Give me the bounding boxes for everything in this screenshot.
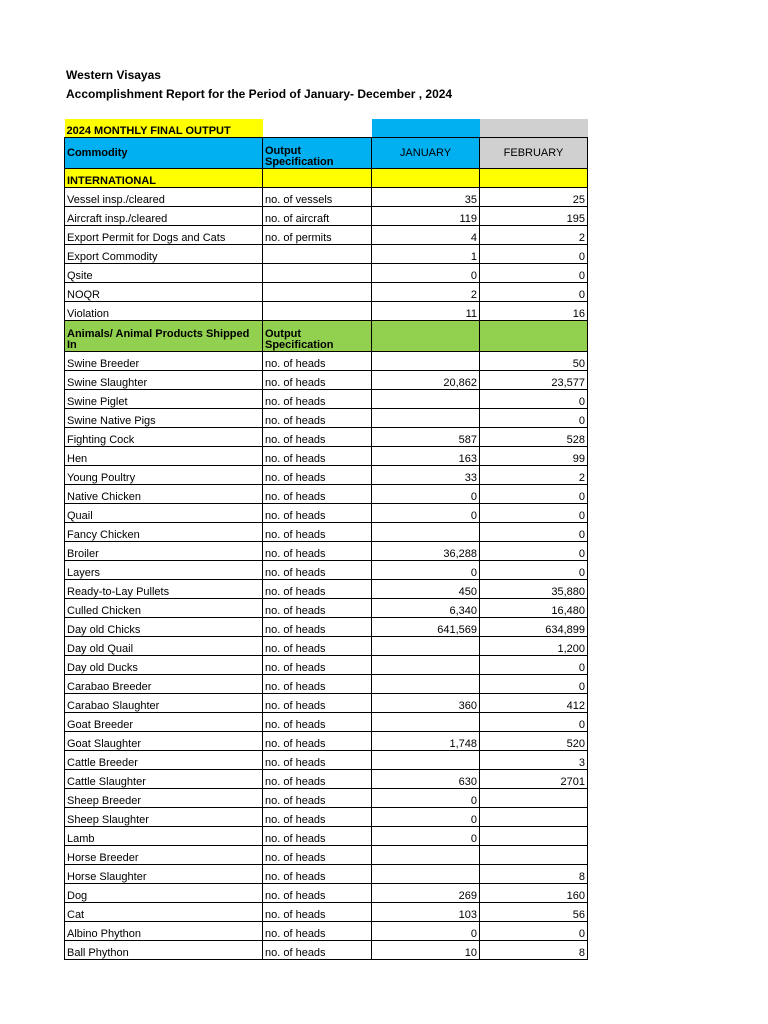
february-value: 520 <box>480 732 588 751</box>
commodity-cell: Quail <box>65 504 263 523</box>
january-value: 20,862 <box>372 371 480 390</box>
commodity-cell: Aircraft insp./cleared <box>65 207 263 226</box>
february-value: 35,880 <box>480 580 588 599</box>
january-value: 0 <box>372 504 480 523</box>
output-spec-cell: no. of heads <box>263 599 372 618</box>
output-spec-cell: no. of aircraft <box>263 207 372 226</box>
january-value: 269 <box>372 884 480 903</box>
section-animals-row <box>65 321 588 352</box>
january-value <box>372 637 480 656</box>
output-spec-cell: no. of heads <box>263 523 372 542</box>
february-value: 0 <box>480 561 588 580</box>
table-row <box>65 675 588 694</box>
february-value: 3 <box>480 751 588 770</box>
commodity-cell: Culled Chicken <box>65 599 263 618</box>
table-row <box>65 618 588 637</box>
output-spec-cell: no. of vessels <box>263 188 372 207</box>
january-value <box>372 390 480 409</box>
january-value <box>372 865 480 884</box>
table-row <box>65 903 588 922</box>
february-value <box>480 846 588 865</box>
january-value: 10 <box>372 941 480 960</box>
output-spec-cell: no. of heads <box>263 637 372 656</box>
output-spec-cell: no. of heads <box>263 542 372 561</box>
february-value: 0 <box>480 504 588 523</box>
section-cell <box>372 169 480 188</box>
table-row <box>65 485 588 504</box>
commodity-cell: Fancy Chicken <box>65 523 263 542</box>
report-table <box>64 119 588 960</box>
table-row <box>65 694 588 713</box>
output-spec-cell <box>263 264 372 283</box>
commodity-cell: Layers <box>65 561 263 580</box>
table-row <box>65 188 588 207</box>
table-top-row <box>65 119 588 138</box>
february-value: 0 <box>480 922 588 941</box>
output-spec-cell: no. of heads <box>263 580 372 599</box>
january-value: 641,569 <box>372 618 480 637</box>
output-spec-cell: no. of heads <box>263 865 372 884</box>
commodity-cell: Horse Breeder <box>65 846 263 865</box>
february-value <box>480 789 588 808</box>
commodity-cell: Fighting Cock <box>65 428 263 447</box>
column-header-row <box>65 138 588 169</box>
january-value: 4 <box>372 226 480 245</box>
table-row <box>65 428 588 447</box>
table-row <box>65 504 588 523</box>
commodity-cell: Sheep Slaughter <box>65 808 263 827</box>
table-row <box>65 884 588 903</box>
grey-header-cell <box>480 119 588 138</box>
january-value: 1 <box>372 245 480 264</box>
january-value <box>372 352 480 371</box>
february-value: 0 <box>480 656 588 675</box>
february-value: 0 <box>480 485 588 504</box>
output-spec-cell: no. of heads <box>263 447 372 466</box>
commodity-cell: Sheep Breeder <box>65 789 263 808</box>
table-row <box>65 371 588 390</box>
section-animals: Animals/ Animal Products Shipped In <box>65 321 263 352</box>
table-row <box>65 656 588 675</box>
february-value: 8 <box>480 941 588 960</box>
commodity-cell: Goat Slaughter <box>65 732 263 751</box>
february-value: 0 <box>480 523 588 542</box>
commodity-cell: Dog <box>65 884 263 903</box>
commodity-cell: Broiler <box>65 542 263 561</box>
table-row <box>65 580 588 599</box>
commodity-cell: Cat <box>65 903 263 922</box>
january-value <box>372 675 480 694</box>
output-spec-cell: no. of heads <box>263 656 372 675</box>
february-value: 16 <box>480 302 588 321</box>
output-spec-cell: no. of heads <box>263 846 372 865</box>
table-row <box>65 447 588 466</box>
table-row <box>65 302 588 321</box>
table-row <box>65 523 588 542</box>
february-value: 56 <box>480 903 588 922</box>
output-spec-cell: no. of heads <box>263 371 372 390</box>
commodity-cell: Carabao Breeder <box>65 675 263 694</box>
section-international: INTERNATIONAL <box>65 169 263 188</box>
february-value: 0 <box>480 675 588 694</box>
february-value: 0 <box>480 390 588 409</box>
output-spec-cell <box>263 283 372 302</box>
table-row <box>65 352 588 371</box>
table-row <box>65 865 588 884</box>
output-spec-cell: no. of permits <box>263 226 372 245</box>
january-value: 587 <box>372 428 480 447</box>
col-output-spec: Output Specification <box>263 138 372 169</box>
january-value: 630 <box>372 770 480 789</box>
output-spec-cell <box>263 302 372 321</box>
commodity-cell: Vessel insp./cleared <box>65 188 263 207</box>
table-row <box>65 827 588 846</box>
output-spec-cell: no. of heads <box>263 903 372 922</box>
commodity-cell: Cattle Breeder <box>65 751 263 770</box>
output-spec-cell: no. of heads <box>263 941 372 960</box>
february-value: 2 <box>480 466 588 485</box>
table-row <box>65 941 588 960</box>
january-value: 0 <box>372 485 480 504</box>
table-row <box>65 207 588 226</box>
february-value: 99 <box>480 447 588 466</box>
january-value: 103 <box>372 903 480 922</box>
section-cell <box>480 321 588 352</box>
february-value: 0 <box>480 245 588 264</box>
january-value: 11 <box>372 302 480 321</box>
january-value <box>372 751 480 770</box>
february-value: 634,899 <box>480 618 588 637</box>
output-spec-cell: no. of heads <box>263 504 372 523</box>
february-value: 50 <box>480 352 588 371</box>
table-row <box>65 713 588 732</box>
table-row <box>65 409 588 428</box>
february-value: 0 <box>480 542 588 561</box>
output-spec-cell: no. of heads <box>263 409 372 428</box>
january-value: 119 <box>372 207 480 226</box>
table-row <box>65 770 588 789</box>
february-value: 160 <box>480 884 588 903</box>
february-value: 23,577 <box>480 371 588 390</box>
january-value: 0 <box>372 808 480 827</box>
january-value: 33 <box>372 466 480 485</box>
commodity-cell: Lamb <box>65 827 263 846</box>
col-february: FEBRUARY <box>480 138 588 169</box>
section-animals-spec: Output Specification <box>263 321 372 352</box>
commodity-cell: Swine Piglet <box>65 390 263 409</box>
table-row <box>65 542 588 561</box>
commodity-cell: Young Poultry <box>65 466 263 485</box>
section-cell <box>372 321 480 352</box>
january-value: 2 <box>372 283 480 302</box>
table-row <box>65 922 588 941</box>
january-value: 0 <box>372 264 480 283</box>
col-january: JANUARY <box>372 138 480 169</box>
commodity-cell: Native Chicken <box>65 485 263 504</box>
output-spec-cell: no. of heads <box>263 675 372 694</box>
february-value <box>480 827 588 846</box>
output-spec-cell: no. of heads <box>263 808 372 827</box>
region-title: Western Visayas <box>66 68 161 82</box>
january-value: 0 <box>372 789 480 808</box>
commodity-cell: Export Commodity <box>65 245 263 264</box>
output-spec-cell: no. of heads <box>263 618 372 637</box>
commodity-cell: Swine Breeder <box>65 352 263 371</box>
report-header <box>66 66 452 104</box>
january-value: 36,288 <box>372 542 480 561</box>
commodity-cell: NOQR <box>65 283 263 302</box>
commodity-cell: Carabao Slaughter <box>65 694 263 713</box>
january-value: 450 <box>372 580 480 599</box>
output-spec-cell: no. of heads <box>263 751 372 770</box>
february-value <box>480 808 588 827</box>
monthly-output-label: 2024 MONTHLY FINAL OUTPUT <box>65 119 263 138</box>
january-value <box>372 409 480 428</box>
blue-header-cell <box>372 119 480 138</box>
output-spec-cell: no. of heads <box>263 770 372 789</box>
january-value <box>372 713 480 732</box>
january-value: 6,340 <box>372 599 480 618</box>
january-value <box>372 846 480 865</box>
output-spec-cell: no. of heads <box>263 713 372 732</box>
february-value: 412 <box>480 694 588 713</box>
commodity-cell: Export Permit for Dogs and Cats <box>65 226 263 245</box>
commodity-cell: Albino Phython <box>65 922 263 941</box>
commodity-cell: Swine Slaughter <box>65 371 263 390</box>
output-spec-cell: no. of heads <box>263 352 372 371</box>
col-commodity: Commodity <box>65 138 263 169</box>
report-title: Accomplishment Report for the Period of January- December , 2024 <box>66 87 453 101</box>
output-spec-cell: no. of heads <box>263 485 372 504</box>
commodity-cell: Violation <box>65 302 263 321</box>
february-value: 195 <box>480 207 588 226</box>
output-spec-cell: no. of heads <box>263 789 372 808</box>
january-value: 360 <box>372 694 480 713</box>
commodity-cell: Ready-to-Lay Pullets <box>65 580 263 599</box>
output-spec-cell: no. of heads <box>263 732 372 751</box>
commodity-cell: Day old Quail <box>65 637 263 656</box>
commodity-cell: Ball Phython <box>65 941 263 960</box>
february-value: 0 <box>480 264 588 283</box>
january-value <box>372 523 480 542</box>
table-row <box>65 390 588 409</box>
commodity-cell: Horse Slaughter <box>65 865 263 884</box>
commodity-cell: Cattle Slaughter <box>65 770 263 789</box>
commodity-cell: Day old Ducks <box>65 656 263 675</box>
table-row <box>65 245 588 264</box>
table-row <box>65 226 588 245</box>
february-value: 16,480 <box>480 599 588 618</box>
table-row <box>65 283 588 302</box>
february-value: 528 <box>480 428 588 447</box>
output-spec-cell <box>263 245 372 264</box>
output-spec-cell: no. of heads <box>263 428 372 447</box>
february-value: 25 <box>480 188 588 207</box>
table-row <box>65 561 588 580</box>
commodity-cell: Qsite <box>65 264 263 283</box>
january-value: 163 <box>372 447 480 466</box>
january-value: 1,748 <box>372 732 480 751</box>
output-spec-cell: no. of heads <box>263 694 372 713</box>
table-row <box>65 808 588 827</box>
february-value: 2701 <box>480 770 588 789</box>
table-row <box>65 264 588 283</box>
february-value: 0 <box>480 283 588 302</box>
commodity-cell: Goat Breeder <box>65 713 263 732</box>
february-value: 2 <box>480 226 588 245</box>
january-value: 35 <box>372 188 480 207</box>
january-value <box>372 656 480 675</box>
section-international-row <box>65 169 588 188</box>
february-value: 0 <box>480 713 588 732</box>
output-spec-cell: no. of heads <box>263 884 372 903</box>
output-spec-cell: no. of heads <box>263 561 372 580</box>
blank-cell <box>263 119 372 138</box>
output-spec-cell: no. of heads <box>263 390 372 409</box>
section-cell <box>263 169 372 188</box>
table-row <box>65 466 588 485</box>
output-spec-cell: no. of heads <box>263 466 372 485</box>
commodity-cell: Hen <box>65 447 263 466</box>
output-spec-cell: no. of heads <box>263 827 372 846</box>
february-value: 8 <box>480 865 588 884</box>
january-value: 0 <box>372 827 480 846</box>
january-value: 0 <box>372 561 480 580</box>
table-row <box>65 751 588 770</box>
output-spec-cell: no. of heads <box>263 922 372 941</box>
table-row <box>65 599 588 618</box>
table-row <box>65 637 588 656</box>
january-value: 0 <box>372 922 480 941</box>
commodity-cell: Swine Native Pigs <box>65 409 263 428</box>
table-row <box>65 846 588 865</box>
february-value: 0 <box>480 409 588 428</box>
february-value: 1,200 <box>480 637 588 656</box>
table-row <box>65 732 588 751</box>
commodity-cell: Day old Chicks <box>65 618 263 637</box>
table-row <box>65 789 588 808</box>
section-cell <box>480 169 588 188</box>
